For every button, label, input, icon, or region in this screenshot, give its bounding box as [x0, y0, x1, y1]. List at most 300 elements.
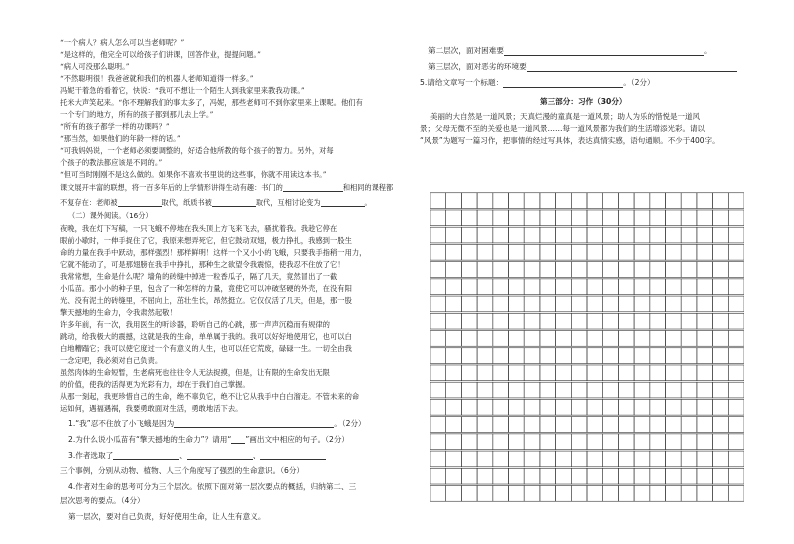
grid-cell[interactable] [634, 382, 650, 398]
grid-cell[interactable] [587, 434, 603, 450]
grid-cell[interactable] [666, 262, 682, 278]
grid-cell[interactable] [681, 399, 697, 415]
grid-cell[interactable] [571, 296, 587, 312]
grid-cell[interactable] [697, 451, 713, 467]
grid-cell[interactable] [509, 331, 525, 347]
grid-cell[interactable] [603, 382, 619, 398]
grid-cell[interactable] [461, 468, 477, 484]
grid-cell[interactable] [697, 244, 713, 260]
grid-cell[interactable] [477, 279, 493, 295]
grid-cell[interactable] [634, 434, 650, 450]
grid-cell[interactable] [477, 262, 493, 278]
grid-cell[interactable] [728, 279, 744, 295]
grid-cell[interactable] [446, 348, 462, 364]
grid-cell[interactable] [446, 365, 462, 381]
grid-cell[interactable] [697, 382, 713, 398]
grid-cell[interactable] [477, 468, 493, 484]
grid-cell[interactable] [603, 313, 619, 329]
grid-cell[interactable] [430, 348, 446, 364]
grid-cell[interactable] [618, 399, 634, 415]
grid-cell[interactable] [634, 331, 650, 347]
grid-cell[interactable] [461, 244, 477, 260]
grid-cell[interactable] [666, 348, 682, 364]
grid-cell[interactable] [666, 244, 682, 260]
grid-cell[interactable] [587, 417, 603, 433]
grid-cell[interactable] [430, 486, 446, 502]
grid-cell[interactable] [430, 451, 446, 467]
grid-cell[interactable] [666, 296, 682, 312]
grid-cell[interactable] [728, 434, 744, 450]
grid-cell[interactable] [728, 417, 744, 433]
grid-cell[interactable] [571, 417, 587, 433]
grid-cell[interactable] [540, 313, 556, 329]
grid-cell[interactable] [524, 279, 540, 295]
grid-cell[interactable] [430, 279, 446, 295]
grid-cell[interactable] [461, 279, 477, 295]
grid-cell[interactable] [603, 279, 619, 295]
grid-cell[interactable] [524, 434, 540, 450]
grid-cell[interactable] [603, 296, 619, 312]
grid-cell[interactable] [697, 348, 713, 364]
grid-cell[interactable] [446, 244, 462, 260]
grid-cell[interactable] [603, 468, 619, 484]
grid-cell[interactable] [713, 210, 729, 226]
grid-cell[interactable] [461, 296, 477, 312]
grid-cell[interactable] [477, 382, 493, 398]
grid-cell[interactable] [650, 262, 666, 278]
grid-cell[interactable] [524, 399, 540, 415]
grid-cell[interactable] [618, 279, 634, 295]
grid-cell[interactable] [603, 348, 619, 364]
grid-cell[interactable] [603, 365, 619, 381]
grid-cell[interactable] [587, 227, 603, 243]
grid-cell[interactable] [681, 262, 697, 278]
grid-cell[interactable] [524, 331, 540, 347]
grid-cell[interactable] [509, 313, 525, 329]
grid-cell[interactable] [728, 451, 744, 467]
grid-cell[interactable] [430, 193, 446, 209]
grid-cell[interactable] [618, 382, 634, 398]
grid-cell[interactable] [666, 434, 682, 450]
grid-cell[interactable] [430, 313, 446, 329]
grid-cell[interactable] [461, 417, 477, 433]
grid-cell[interactable] [650, 486, 666, 502]
grid-cell[interactable] [446, 486, 462, 502]
grid-cell[interactable] [540, 365, 556, 381]
grid-cell[interactable] [650, 331, 666, 347]
q3-blank-1[interactable] [113, 452, 179, 460]
grid-cell[interactable] [509, 279, 525, 295]
grid-cell[interactable] [728, 262, 744, 278]
grid-cell[interactable] [650, 227, 666, 243]
grid-cell[interactable] [681, 382, 697, 398]
grid-cell[interactable] [666, 210, 682, 226]
grid-cell[interactable] [556, 399, 572, 415]
grid-cell[interactable] [618, 365, 634, 381]
grid-cell[interactable] [477, 244, 493, 260]
grid-cell[interactable] [713, 331, 729, 347]
grid-cell[interactable] [681, 348, 697, 364]
grid-cell[interactable] [618, 348, 634, 364]
grid-cell[interactable] [446, 227, 462, 243]
grid-cell[interactable] [618, 468, 634, 484]
grid-cell[interactable] [556, 434, 572, 450]
grid-cell[interactable] [666, 486, 682, 502]
grid-cell[interactable] [571, 382, 587, 398]
grid-cell[interactable] [618, 244, 634, 260]
grid-cell[interactable] [728, 244, 744, 260]
grid-cell[interactable] [540, 331, 556, 347]
grid-cell[interactable] [666, 279, 682, 295]
grid-cell[interactable] [556, 451, 572, 467]
grid-cell[interactable] [618, 193, 634, 209]
grid-cell[interactable] [461, 331, 477, 347]
fill-blank-2[interactable] [118, 199, 162, 207]
grid-cell[interactable] [713, 486, 729, 502]
grid-cell[interactable] [571, 262, 587, 278]
grid-cell[interactable] [540, 279, 556, 295]
grid-cell[interactable] [493, 399, 509, 415]
grid-cell[interactable] [681, 227, 697, 243]
grid-cell[interactable] [477, 313, 493, 329]
grid-cell[interactable] [713, 417, 729, 433]
fill-blank-1[interactable] [283, 184, 343, 192]
grid-cell[interactable] [666, 331, 682, 347]
grid-cell[interactable] [697, 331, 713, 347]
grid-cell[interactable] [524, 486, 540, 502]
grid-cell[interactable] [461, 193, 477, 209]
grid-cell[interactable] [587, 468, 603, 484]
grid-cell[interactable] [430, 365, 446, 381]
grid-cell[interactable] [477, 417, 493, 433]
grid-cell[interactable] [713, 468, 729, 484]
grid-cell[interactable] [681, 468, 697, 484]
grid-cell[interactable] [509, 365, 525, 381]
grid-cell[interactable] [493, 313, 509, 329]
grid-cell[interactable] [603, 417, 619, 433]
grid-cell[interactable] [650, 244, 666, 260]
grid-cell[interactable] [571, 313, 587, 329]
grid-cell[interactable] [556, 365, 572, 381]
grid-cell[interactable] [587, 451, 603, 467]
grid-cell[interactable] [571, 486, 587, 502]
grid-cell[interactable] [477, 365, 493, 381]
grid-cell[interactable] [430, 244, 446, 260]
grid-cell[interactable] [634, 262, 650, 278]
grid-cell[interactable] [681, 434, 697, 450]
grid-cell[interactable] [666, 468, 682, 484]
grid-cell[interactable] [728, 365, 744, 381]
grid-cell[interactable] [634, 244, 650, 260]
grid-cell[interactable] [509, 399, 525, 415]
grid-cell[interactable] [587, 399, 603, 415]
grid-cell[interactable] [634, 227, 650, 243]
grid-cell[interactable] [571, 348, 587, 364]
grid-cell[interactable] [461, 365, 477, 381]
grid-cell[interactable] [446, 468, 462, 484]
grid-cell[interactable] [430, 417, 446, 433]
grid-cell[interactable] [571, 434, 587, 450]
grid-cell[interactable] [587, 313, 603, 329]
layer2-blank[interactable] [504, 48, 704, 56]
grid-cell[interactable] [540, 244, 556, 260]
grid-cell[interactable] [477, 486, 493, 502]
grid-cell[interactable] [650, 279, 666, 295]
grid-cell[interactable] [524, 227, 540, 243]
grid-cell[interactable] [728, 382, 744, 398]
grid-cell[interactable] [666, 399, 682, 415]
grid-cell[interactable] [540, 434, 556, 450]
grid-cell[interactable] [556, 210, 572, 226]
grid-cell[interactable] [666, 227, 682, 243]
grid-cell[interactable] [556, 468, 572, 484]
grid-cell[interactable] [666, 382, 682, 398]
grid-cell[interactable] [713, 279, 729, 295]
grid-cell[interactable] [430, 434, 446, 450]
grid-cell[interactable] [493, 193, 509, 209]
grid-cell[interactable] [603, 193, 619, 209]
grid-cell[interactable] [728, 313, 744, 329]
grid-cell[interactable] [713, 382, 729, 398]
grid-cell[interactable] [446, 417, 462, 433]
grid-cell[interactable] [461, 227, 477, 243]
grid-cell[interactable] [634, 210, 650, 226]
grid-cell[interactable] [697, 468, 713, 484]
grid-cell[interactable] [524, 210, 540, 226]
grid-cell[interactable] [650, 348, 666, 364]
grid-cell[interactable] [540, 486, 556, 502]
grid-cell[interactable] [666, 417, 682, 433]
grid-cell[interactable] [430, 262, 446, 278]
grid-cell[interactable] [713, 262, 729, 278]
grid-cell[interactable] [524, 468, 540, 484]
grid-cell[interactable] [728, 193, 744, 209]
grid-cell[interactable] [571, 227, 587, 243]
grid-cell[interactable] [634, 486, 650, 502]
grid-cell[interactable] [556, 313, 572, 329]
grid-cell[interactable] [618, 313, 634, 329]
grid-cell[interactable] [446, 193, 462, 209]
grid-cell[interactable] [634, 365, 650, 381]
grid-cell[interactable] [681, 296, 697, 312]
grid-cell[interactable] [603, 451, 619, 467]
grid-cell[interactable] [524, 417, 540, 433]
grid-cell[interactable] [524, 262, 540, 278]
grid-cell[interactable] [524, 296, 540, 312]
grid-cell[interactable] [556, 382, 572, 398]
grid-cell[interactable] [618, 262, 634, 278]
grid-cell[interactable] [587, 210, 603, 226]
grid-cell[interactable] [540, 296, 556, 312]
grid-cell[interactable] [477, 227, 493, 243]
grid-cell[interactable] [446, 382, 462, 398]
fill-blank-3[interactable] [212, 199, 256, 207]
grid-cell[interactable] [697, 279, 713, 295]
grid-cell[interactable] [540, 262, 556, 278]
grid-cell[interactable] [650, 296, 666, 312]
grid-cell[interactable] [509, 451, 525, 467]
grid-cell[interactable] [477, 331, 493, 347]
grid-cell[interactable] [728, 348, 744, 364]
grid-cell[interactable] [461, 382, 477, 398]
grid-cell[interactable] [493, 262, 509, 278]
grid-cell[interactable] [493, 382, 509, 398]
q3-blank-2[interactable] [187, 452, 253, 460]
grid-cell[interactable] [666, 365, 682, 381]
grid-cell[interactable] [697, 193, 713, 209]
grid-cell[interactable] [571, 451, 587, 467]
grid-cell[interactable] [477, 434, 493, 450]
grid-cell[interactable] [587, 365, 603, 381]
grid-cell[interactable] [650, 451, 666, 467]
grid-cell[interactable] [524, 193, 540, 209]
grid-cell[interactable] [556, 193, 572, 209]
grid-cell[interactable] [650, 193, 666, 209]
grid-cell[interactable] [618, 451, 634, 467]
grid-cell[interactable] [618, 434, 634, 450]
grid-cell[interactable] [650, 382, 666, 398]
grid-cell[interactable] [509, 382, 525, 398]
grid-cell[interactable] [430, 296, 446, 312]
grid-cell[interactable] [509, 417, 525, 433]
grid-cell[interactable] [556, 348, 572, 364]
grid-cell[interactable] [493, 348, 509, 364]
grid-cell[interactable] [509, 262, 525, 278]
grid-cell[interactable] [430, 399, 446, 415]
grid-cell[interactable] [461, 313, 477, 329]
grid-cell[interactable] [713, 313, 729, 329]
grid-cell[interactable] [634, 313, 650, 329]
grid-cell[interactable] [697, 486, 713, 502]
grid-cell[interactable] [728, 331, 744, 347]
grid-cell[interactable] [603, 262, 619, 278]
q1-answer-blank[interactable] [174, 420, 334, 428]
q3-blank-3[interactable] [260, 452, 326, 460]
grid-cell[interactable] [446, 331, 462, 347]
grid-cell[interactable] [634, 468, 650, 484]
grid-cell[interactable] [650, 434, 666, 450]
grid-cell[interactable] [603, 399, 619, 415]
grid-cell[interactable] [477, 451, 493, 467]
grid-cell[interactable] [681, 417, 697, 433]
grid-cell[interactable] [461, 210, 477, 226]
grid-cell[interactable] [461, 348, 477, 364]
grid-cell[interactable] [446, 434, 462, 450]
grid-cell[interactable] [587, 348, 603, 364]
grid-cell[interactable] [571, 244, 587, 260]
grid-cell[interactable] [634, 348, 650, 364]
grid-cell[interactable] [587, 279, 603, 295]
grid-cell[interactable] [634, 399, 650, 415]
grid-cell[interactable] [446, 313, 462, 329]
grid-cell[interactable] [603, 331, 619, 347]
grid-cell[interactable] [603, 486, 619, 502]
grid-cell[interactable] [650, 313, 666, 329]
grid-cell[interactable] [493, 296, 509, 312]
grid-cell[interactable] [556, 486, 572, 502]
grid-cell[interactable] [618, 331, 634, 347]
grid-cell[interactable] [509, 486, 525, 502]
grid-cell[interactable] [697, 210, 713, 226]
grid-cell[interactable] [681, 313, 697, 329]
grid-cell[interactable] [650, 417, 666, 433]
grid-cell[interactable] [571, 399, 587, 415]
grid-cell[interactable] [634, 193, 650, 209]
grid-cell[interactable] [587, 244, 603, 260]
grid-cell[interactable] [681, 244, 697, 260]
grid-cell[interactable] [666, 451, 682, 467]
grid-cell[interactable] [493, 227, 509, 243]
grid-cell[interactable] [603, 210, 619, 226]
grid-cell[interactable] [430, 210, 446, 226]
grid-cell[interactable] [540, 451, 556, 467]
grid-cell[interactable] [728, 486, 744, 502]
grid-cell[interactable] [493, 434, 509, 450]
grid-cell[interactable] [556, 331, 572, 347]
grid-cell[interactable] [540, 382, 556, 398]
grid-cell[interactable] [603, 244, 619, 260]
grid-cell[interactable] [713, 193, 729, 209]
grid-cell[interactable] [524, 365, 540, 381]
grid-cell[interactable] [634, 417, 650, 433]
grid-cell[interactable] [524, 382, 540, 398]
grid-cell[interactable] [728, 399, 744, 415]
grid-cell[interactable] [634, 451, 650, 467]
grid-cell[interactable] [618, 227, 634, 243]
grid-cell[interactable] [713, 227, 729, 243]
grid-cell[interactable] [524, 451, 540, 467]
grid-cell[interactable] [587, 486, 603, 502]
grid-cell[interactable] [650, 365, 666, 381]
grid-cell[interactable] [650, 210, 666, 226]
grid-cell[interactable] [666, 313, 682, 329]
grid-cell[interactable] [713, 451, 729, 467]
grid-cell[interactable] [681, 331, 697, 347]
grid-cell[interactable] [524, 348, 540, 364]
grid-cell[interactable] [493, 486, 509, 502]
grid-cell[interactable] [587, 262, 603, 278]
grid-cell[interactable] [697, 365, 713, 381]
grid-cell[interactable] [540, 227, 556, 243]
grid-cell[interactable] [571, 365, 587, 381]
grid-cell[interactable] [587, 193, 603, 209]
grid-cell[interactable] [728, 210, 744, 226]
grid-cell[interactable] [509, 244, 525, 260]
grid-cell[interactable] [681, 279, 697, 295]
grid-cell[interactable] [461, 486, 477, 502]
grid-cell[interactable] [556, 279, 572, 295]
grid-cell[interactable] [493, 451, 509, 467]
grid-cell[interactable] [618, 417, 634, 433]
grid-cell[interactable] [461, 262, 477, 278]
grid-cell[interactable] [461, 399, 477, 415]
grid-cell[interactable] [524, 244, 540, 260]
grid-cell[interactable] [556, 417, 572, 433]
grid-cell[interactable] [493, 331, 509, 347]
grid-cell[interactable] [571, 279, 587, 295]
q5-title-blank[interactable] [503, 80, 623, 88]
grid-cell[interactable] [587, 296, 603, 312]
grid-cell[interactable] [571, 193, 587, 209]
fill-blank-4[interactable] [321, 199, 365, 207]
grid-cell[interactable] [509, 193, 525, 209]
grid-cell[interactable] [587, 331, 603, 347]
grid-cell[interactable] [713, 348, 729, 364]
grid-cell[interactable] [509, 348, 525, 364]
grid-cell[interactable] [461, 451, 477, 467]
grid-cell[interactable] [728, 296, 744, 312]
grid-cell[interactable] [493, 244, 509, 260]
